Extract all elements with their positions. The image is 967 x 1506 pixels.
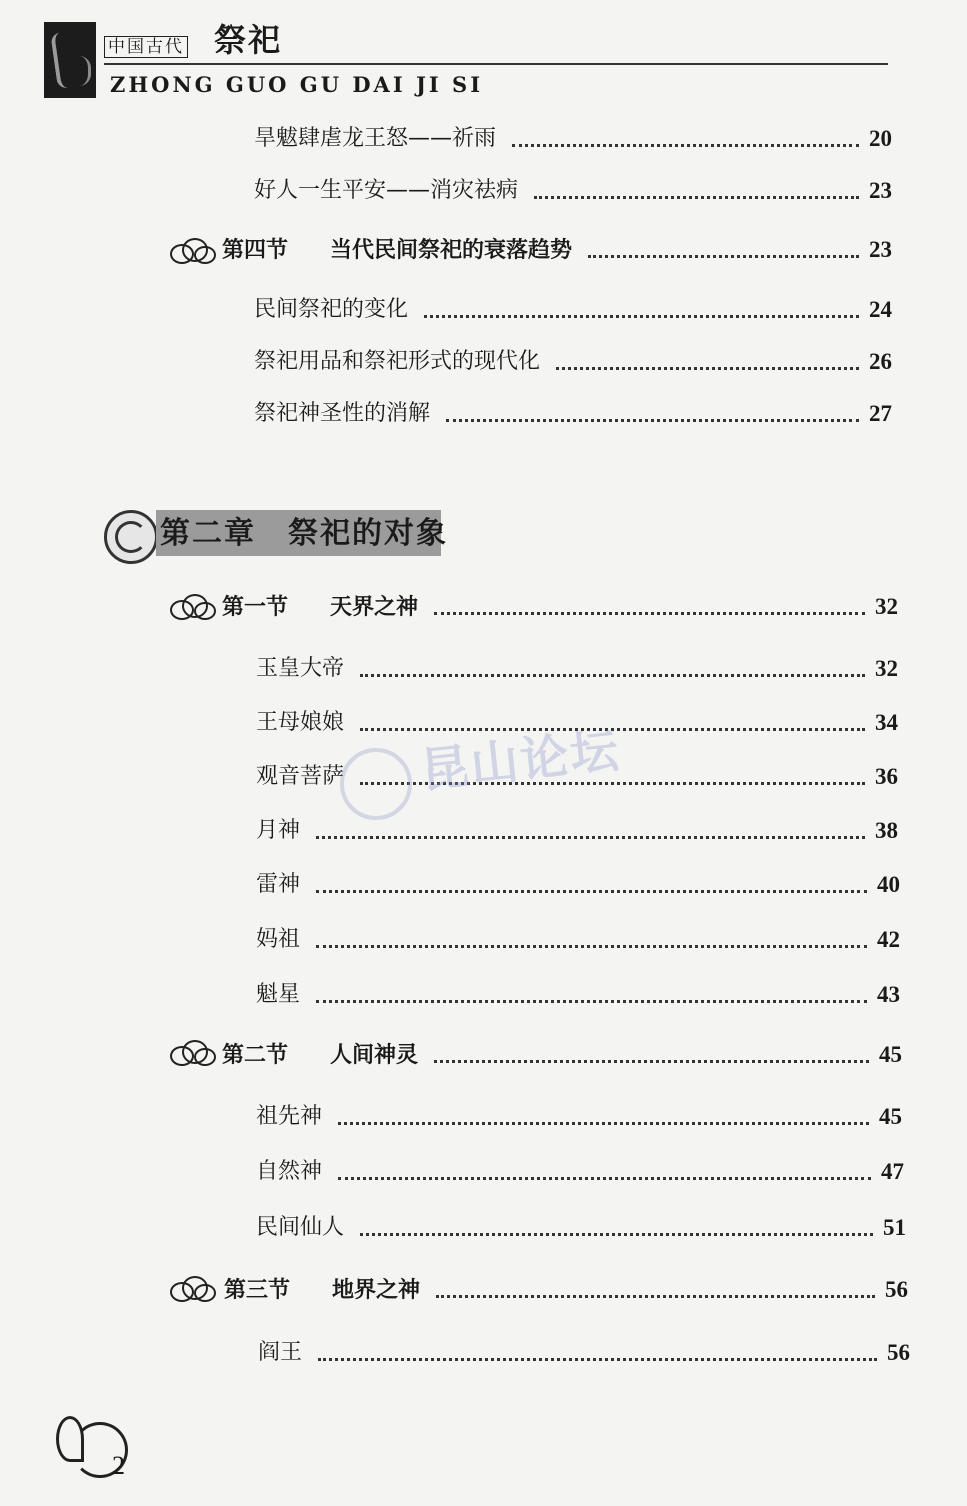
- toc-entry[interactable]: [254, 399, 892, 429]
- toc-entry[interactable]: [256, 980, 900, 1010]
- toc-entry-label: 月神: [256, 818, 301, 843]
- toc-section[interactable]: [222, 1040, 902, 1070]
- section-number: 第四节: [222, 237, 289, 263]
- section-number: 第三节: [224, 1277, 291, 1303]
- leader-dots: [338, 1177, 871, 1180]
- toc-section-page: 56: [885, 1277, 908, 1302]
- leader-dots: [434, 1060, 869, 1063]
- toc-entry-label: 王母娘娘: [256, 710, 345, 735]
- toc-entry-page: 42: [877, 927, 900, 952]
- toc-entry-page: 40: [877, 872, 900, 897]
- leader-dots: [316, 945, 867, 948]
- toc-entry-label: 祭祀用品和祭祀形式的现代化: [254, 349, 541, 374]
- watermark-text: 昆山论坛: [418, 722, 623, 800]
- toc-entry-page: 51: [883, 1215, 906, 1240]
- section-title: 当代民间祭祀的衰落趋势: [330, 237, 573, 263]
- toc-entry-page: 45: [879, 1104, 902, 1129]
- page-number: 2: [112, 1451, 125, 1480]
- leader-dots: [316, 836, 865, 839]
- leader-dots: [588, 255, 859, 258]
- toc-section[interactable]: [224, 1275, 908, 1305]
- toc-entry-label: 祭祀神圣性的消解: [254, 401, 431, 426]
- section-title: 地界之神: [332, 1277, 421, 1303]
- toc-section-page: 23: [869, 237, 892, 262]
- cloud-icon: [166, 1038, 216, 1068]
- toc-entry-label: 旱魃肆虐龙王怒——祈雨: [254, 126, 497, 151]
- header-title-big: 祭祀: [214, 21, 283, 59]
- toc-entry-page: 36: [875, 764, 898, 789]
- header-logo: [44, 22, 96, 98]
- toc-entry-page: 23: [869, 178, 892, 203]
- toc-entry-page: 26: [869, 349, 892, 374]
- toc-entry[interactable]: [256, 816, 898, 846]
- toc-entry[interactable]: [254, 124, 892, 154]
- section-number: 第二节: [222, 1042, 289, 1068]
- leader-dots: [316, 1000, 867, 1003]
- header-title-small: 中国古代: [104, 36, 188, 58]
- toc-entry[interactable]: [254, 347, 892, 377]
- leader-dots: [512, 144, 859, 147]
- toc-entry-label: 观音菩萨: [256, 764, 345, 789]
- cloud-icon: [166, 236, 216, 266]
- leader-dots: [434, 612, 865, 615]
- leader-dots: [318, 1358, 877, 1361]
- leader-dots: [360, 674, 865, 677]
- toc-entry[interactable]: [258, 1338, 910, 1368]
- toc-entry-label: 雷神: [256, 872, 301, 897]
- chapter-title[interactable]: 第二章 祭祀的对象: [160, 516, 448, 551]
- toc-entry-page: 34: [875, 710, 898, 735]
- toc-entry[interactable]: [256, 1213, 906, 1243]
- leader-dots: [316, 890, 867, 893]
- toc-entry-page: 56: [887, 1340, 910, 1365]
- toc-entry-label: 魁星: [256, 982, 301, 1007]
- toc-entry-label: 好人一生平安——消灾祛病: [254, 178, 519, 203]
- toc-entry-page: 38: [875, 818, 898, 843]
- toc-entry-label: 民间仙人: [256, 1215, 345, 1240]
- toc-entry-page: 47: [881, 1159, 904, 1184]
- leader-dots: [338, 1122, 869, 1125]
- toc-section[interactable]: [222, 592, 898, 622]
- toc-entry-label: 阎王: [258, 1340, 303, 1365]
- toc-entry-label: 自然神: [256, 1159, 323, 1184]
- section-number: 第一节: [222, 594, 289, 620]
- leader-dots: [360, 1233, 873, 1236]
- section-title: 天界之神: [330, 594, 419, 620]
- toc-entry-page: 24: [869, 297, 892, 322]
- toc-entry-page: 43: [877, 982, 900, 1007]
- toc-section-page: 32: [875, 594, 898, 619]
- leader-dots: [556, 367, 859, 370]
- toc-entry-label: 玉皇大帝: [256, 656, 345, 681]
- section-title: 人间神灵: [330, 1042, 419, 1068]
- toc-entry[interactable]: [254, 176, 892, 206]
- watermark-seal-icon: [340, 748, 412, 820]
- leader-dots: [446, 419, 859, 422]
- toc-section[interactable]: [222, 235, 892, 265]
- toc-entry[interactable]: [256, 654, 898, 684]
- toc-entry-page: 20: [869, 126, 892, 151]
- toc-entry[interactable]: [256, 925, 900, 955]
- toc-entry[interactable]: [256, 1157, 904, 1187]
- toc-entry-page: 27: [869, 401, 892, 426]
- header-rule: [104, 63, 888, 65]
- toc-entry[interactable]: [256, 1102, 902, 1132]
- toc-entry[interactable]: [254, 295, 892, 325]
- leader-dots: [424, 315, 859, 318]
- cloud-icon: [166, 1274, 216, 1304]
- leader-dots: [436, 1295, 875, 1298]
- toc-entry-page: 32: [875, 656, 898, 681]
- toc-entry-label: 妈祖: [256, 927, 301, 952]
- header-pinyin: ZHONG GUO GU DAI JI SI: [110, 72, 484, 97]
- toc-section-page: 45: [879, 1042, 902, 1067]
- cloud-icon: [166, 592, 216, 622]
- toc-entry-label: 祖先神: [256, 1104, 323, 1129]
- leader-dots: [534, 196, 859, 199]
- toc-entry[interactable]: [256, 870, 900, 900]
- toc-entry-label: 民间祭祀的变化: [254, 297, 409, 322]
- chapter-emblem-icon: [104, 510, 158, 564]
